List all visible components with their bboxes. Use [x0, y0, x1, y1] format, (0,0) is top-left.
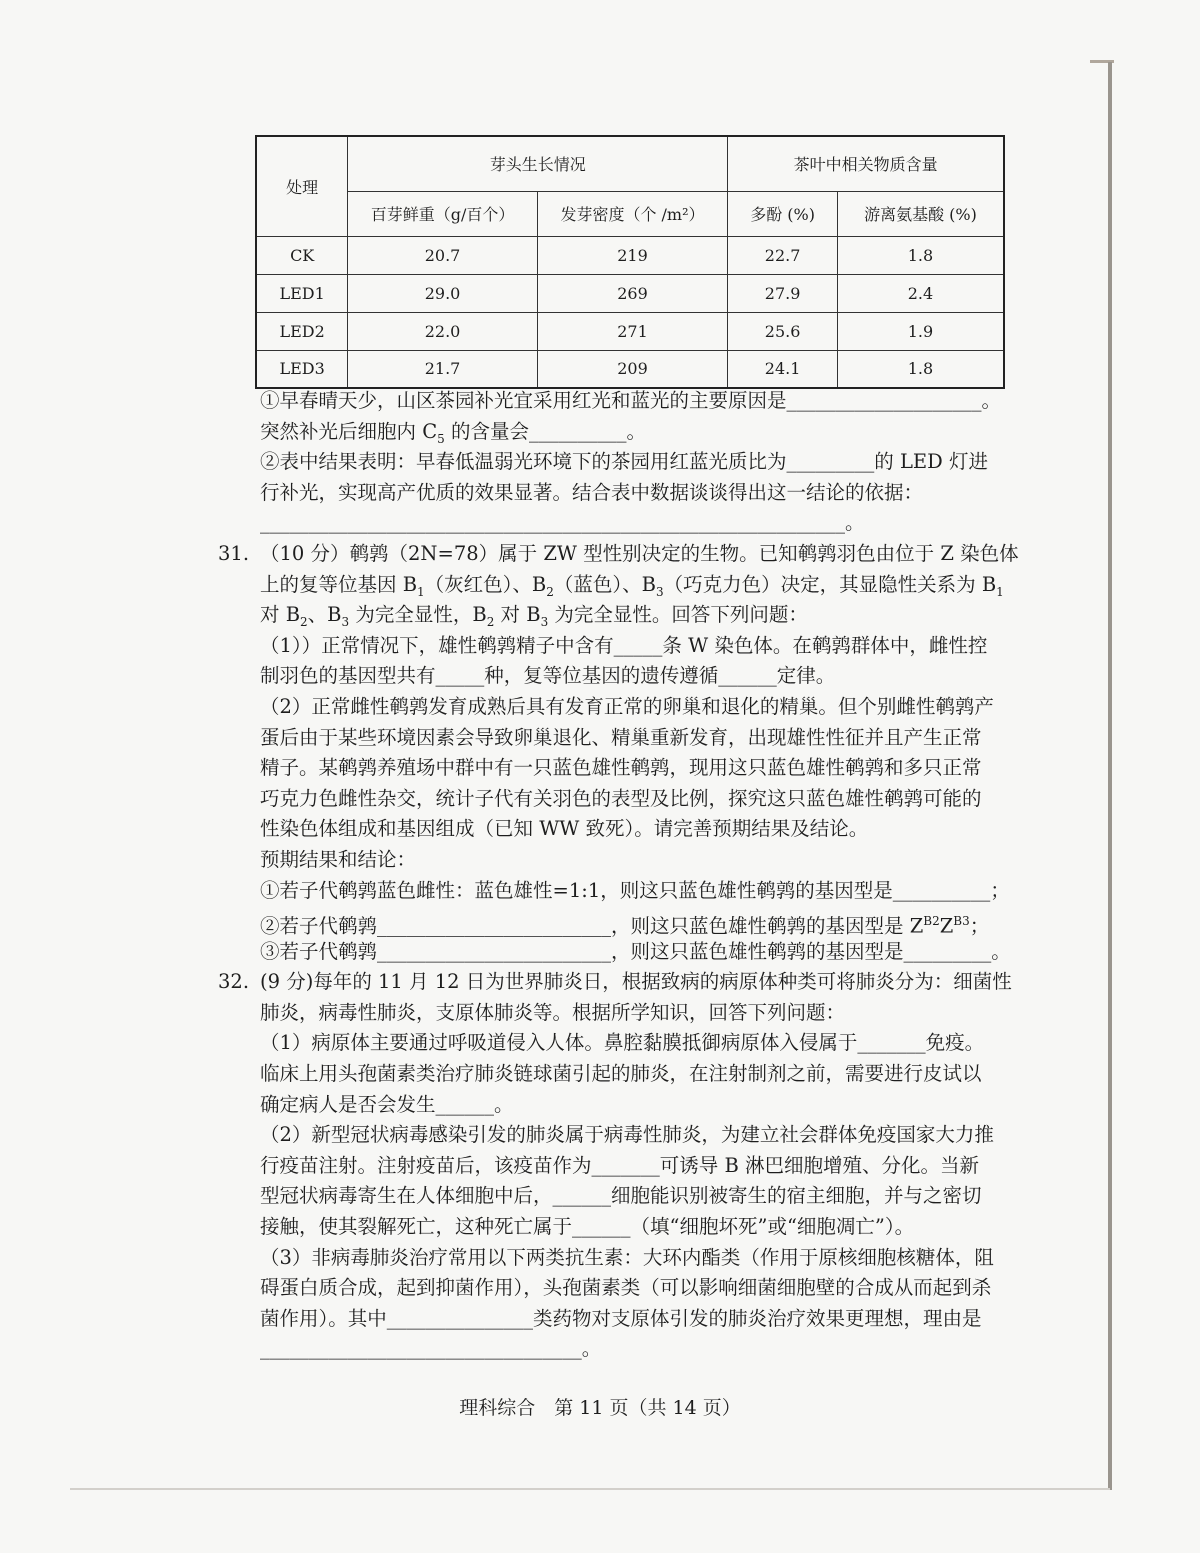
subscript: 2	[546, 584, 554, 599]
subscript: 1	[996, 584, 1004, 599]
text-segment: 、B	[307, 603, 342, 627]
text-line	[218, 1120, 1018, 1151]
text-segment: 制羽色的基因型共有_____种，复等位基因的遗传遵循______定律。	[260, 664, 836, 688]
header-group-content: 茶叶中相关物质含量	[728, 136, 1004, 191]
text-segment: ____________________________________________________________。	[260, 511, 865, 535]
table-cell: 29.0	[348, 274, 537, 312]
row-label: CK	[256, 236, 348, 274]
text-segment: （1））正常情况下，雄性鹌鹑精子中含有_____条 W 染色体。在鹌鹑群体中，雌性控	[260, 633, 988, 657]
text-line	[218, 998, 1018, 1029]
table-cell: 22.7	[728, 236, 838, 274]
text-segment: 对 B	[494, 603, 541, 627]
row-label: LED1	[256, 274, 348, 312]
text-segment: ③若子代鹌鹑________________________，则这只蓝色雄性鹌鹑的基因型是_________。	[260, 939, 1011, 963]
text-segment: ①若子代鹌鹑蓝色雌性：蓝色雄性=1:1，则这只蓝色雄性鹌鹑的基因型是__________；	[260, 878, 1010, 902]
subscript: 3	[341, 615, 350, 630]
text-line	[218, 845, 1018, 876]
table-cell: 219	[537, 236, 727, 274]
subscript: 3	[540, 615, 549, 630]
text-segment: （10 分）鹌鹑（2N=78）属于 ZW 型性别决定的生物。已知鹌鹑羽色由位于 Z 染色体	[260, 541, 1019, 565]
text-segment: (9 分)每年的 11 月 12 日为世界肺炎日，根据致病的病原体种类可将肺炎分为：细菌性	[260, 970, 1012, 994]
text-line	[218, 1059, 1018, 1090]
text-line	[218, 1334, 1018, 1365]
text-line	[218, 723, 1018, 754]
tea-data-table	[255, 135, 1005, 389]
text-segment: （灰红色）、B	[424, 572, 547, 596]
header-treatment: 处理	[256, 136, 348, 236]
text-segment: （3）非病毒肺炎治疗常用以下两类抗生素：大环内酯类（作用于原核细胞核糖体，阻	[260, 1245, 994, 1269]
question-number: 32.	[218, 970, 250, 994]
text-line	[218, 1028, 1018, 1059]
table-cell: 209	[537, 350, 727, 388]
text-line	[218, 417, 1018, 448]
text-segment: 行疫苗注射。注射疫苗后，该疫苗作为_______可诱导 B 淋巴细胞增殖、分化。当新	[260, 1153, 979, 1177]
table-cell: 271	[537, 312, 727, 350]
text-line	[218, 600, 1018, 631]
text-line	[218, 784, 1018, 815]
table-cell: 24.1	[728, 350, 838, 388]
table-cell: 21.7	[348, 350, 537, 388]
row-label: LED3	[256, 350, 348, 388]
subscript: 1	[417, 584, 425, 599]
header-group-growth: 芽头生长情况	[348, 136, 728, 191]
text-segment: ；	[969, 914, 990, 938]
subscript: 2	[486, 615, 495, 630]
text-segment: ①早春晴天少，山区茶园补光宜采用红光和蓝光的主要原因是____________________。	[260, 389, 1002, 412]
text-segment: 为完全显性。回答下列问题：	[548, 603, 808, 627]
text-line	[218, 1181, 1018, 1212]
superscript: B3	[953, 914, 970, 929]
header-density: 发芽密度（个 /m²）	[537, 191, 727, 236]
text-segment: （2）新型冠状病毒感染引发的肺炎属于病毒性肺炎，为建立社会群体免疫国家大力推	[260, 1123, 994, 1147]
text-segment: 菌作用）。其中_______________类药物对支原体引发的肺炎治疗效果更理想，理由是	[260, 1306, 982, 1330]
text-segment: ②若子代鹌鹑________________________，则这只蓝色雄性鹌鹑的基因型是 Z	[260, 914, 924, 938]
table-row	[256, 312, 1004, 350]
text-segment: 确定病人是否会发生______。	[260, 1092, 514, 1116]
text-line	[218, 876, 1018, 907]
table-cell: 1.8	[837, 236, 1004, 274]
text-segment: 的含量会__________。	[444, 419, 646, 443]
text-segment: 精子。某鹌鹑养殖场中群中有一只蓝色雄性鹌鹑，现用这只蓝色雄性鹌鹑和多只正常	[260, 756, 982, 780]
text-line	[218, 447, 1018, 478]
text-line	[218, 814, 1018, 845]
text-segment: _________________________________。	[260, 1337, 602, 1361]
text-segment: 为完全显性，B	[349, 603, 487, 627]
text-line	[218, 1304, 1018, 1335]
text-line	[218, 478, 1018, 509]
text-line	[218, 661, 1018, 692]
table-row	[256, 274, 1004, 312]
text-segment: 蛋后由于某些环境因素会导致卵巢退化、精巢重新发育，出现雄性性征并且产生正常	[260, 725, 982, 749]
text-segment: 上的复等位基因 B	[260, 572, 418, 596]
text-line	[218, 753, 1018, 784]
text-segment: 接触，使其裂解死亡，这种死亡属于______（填“细胞坏死”或“细胞凋亡”）。	[260, 1215, 915, 1239]
text-line	[218, 570, 1018, 601]
text-segment: 肺炎，病毒性肺炎，支原体肺炎等。根据所学知识，回答下列问题：	[260, 1000, 846, 1024]
table-cell: 1.8	[837, 350, 1004, 388]
text-segment: （1）病原体主要通过呼吸道侵入人体。鼻腔黏膜抵御病原体入侵属于_______免疫。	[260, 1031, 985, 1055]
superscript: B2	[923, 914, 940, 929]
text-line	[218, 1151, 1018, 1182]
text-segment: 行补光，实现高产优质的效果显著。结合表中数据谈谈得出这一结论的依据：	[260, 480, 924, 504]
text-segment: 临床上用头孢菌素类治疗肺炎链球菌引起的肺炎，在注射制剂之前，需要进行皮试以	[260, 1062, 982, 1086]
subscript: 2	[300, 615, 308, 630]
text-segment: ②表中结果表明：早春低温弱光环境下的茶园用红蓝光质比为_________的 LED 灯进	[260, 450, 988, 474]
table-cell: 25.6	[728, 312, 838, 350]
table-cell: 20.7	[348, 236, 537, 274]
text-line	[218, 508, 1018, 539]
subscript: 3	[656, 584, 664, 599]
text-segment: 对 B	[260, 603, 301, 627]
scan-edge	[1108, 62, 1112, 1490]
table-cell: 1.9	[837, 312, 1004, 350]
text-line	[218, 1090, 1018, 1121]
text-line	[218, 1212, 1018, 1243]
text-segment: 性染色体组成和基因组成（已知 WW 致死）。请完善预期结果及结论。	[260, 817, 869, 841]
text-line	[218, 692, 1018, 723]
text-line	[218, 1243, 1018, 1274]
question-text	[218, 386, 1018, 1365]
text-line	[218, 386, 1018, 417]
text-segment: 巧克力色雌性杂交，统计子代有关羽色的表型及比例，探究这只蓝色雄性鹌鹑可能的	[260, 786, 982, 810]
subscript: 5	[437, 431, 445, 446]
text-line	[218, 1273, 1018, 1304]
header-polyphenol: 多酚 (%)	[728, 191, 838, 236]
table-cell: 27.9	[728, 274, 838, 312]
page-footer: 理科综合 第 11 页（共 14 页）	[459, 1397, 741, 1419]
text-segment: 突然补光后细胞内 C	[260, 419, 438, 443]
text-line	[218, 539, 1018, 570]
text-line	[218, 906, 1018, 937]
table-row	[256, 350, 1004, 388]
table-row	[256, 236, 1004, 274]
text-segment: 型冠状病毒寄生在人体细胞中后，______细胞能识别被寄生的宿主细胞，并与之密切	[260, 1184, 982, 1208]
text-segment: （蓝色）、B	[553, 572, 656, 596]
text-segment: 碍蛋白质合成，起到抑菌作用），头孢菌素类（可以影响细菌细胞壁的合成从而起到杀	[260, 1276, 992, 1300]
text-segment: （巧克力色）决定，其显隐性关系为 B	[663, 572, 997, 596]
header-amino: 游离氨基酸 (%)	[837, 191, 1004, 236]
text-segment: Z	[939, 914, 954, 938]
question-number: 31.	[218, 541, 250, 565]
text-segment: 预期结果和结论：	[260, 847, 417, 871]
table-cell: 269	[537, 274, 727, 312]
header-weight: 百芽鲜重（g/百个）	[348, 191, 537, 236]
table-cell: 22.0	[348, 312, 537, 350]
table-cell: 2.4	[837, 274, 1004, 312]
text-segment: （2）正常雌性鹌鹑发育成熟后具有发育正常的卵巢和退化的精巢。但个别雌性鹌鹑产	[260, 694, 994, 718]
scan-edge	[70, 1488, 1110, 1490]
text-line	[218, 967, 1018, 998]
row-label: LED2	[256, 312, 348, 350]
text-line	[218, 937, 1018, 968]
text-line	[218, 631, 1018, 662]
